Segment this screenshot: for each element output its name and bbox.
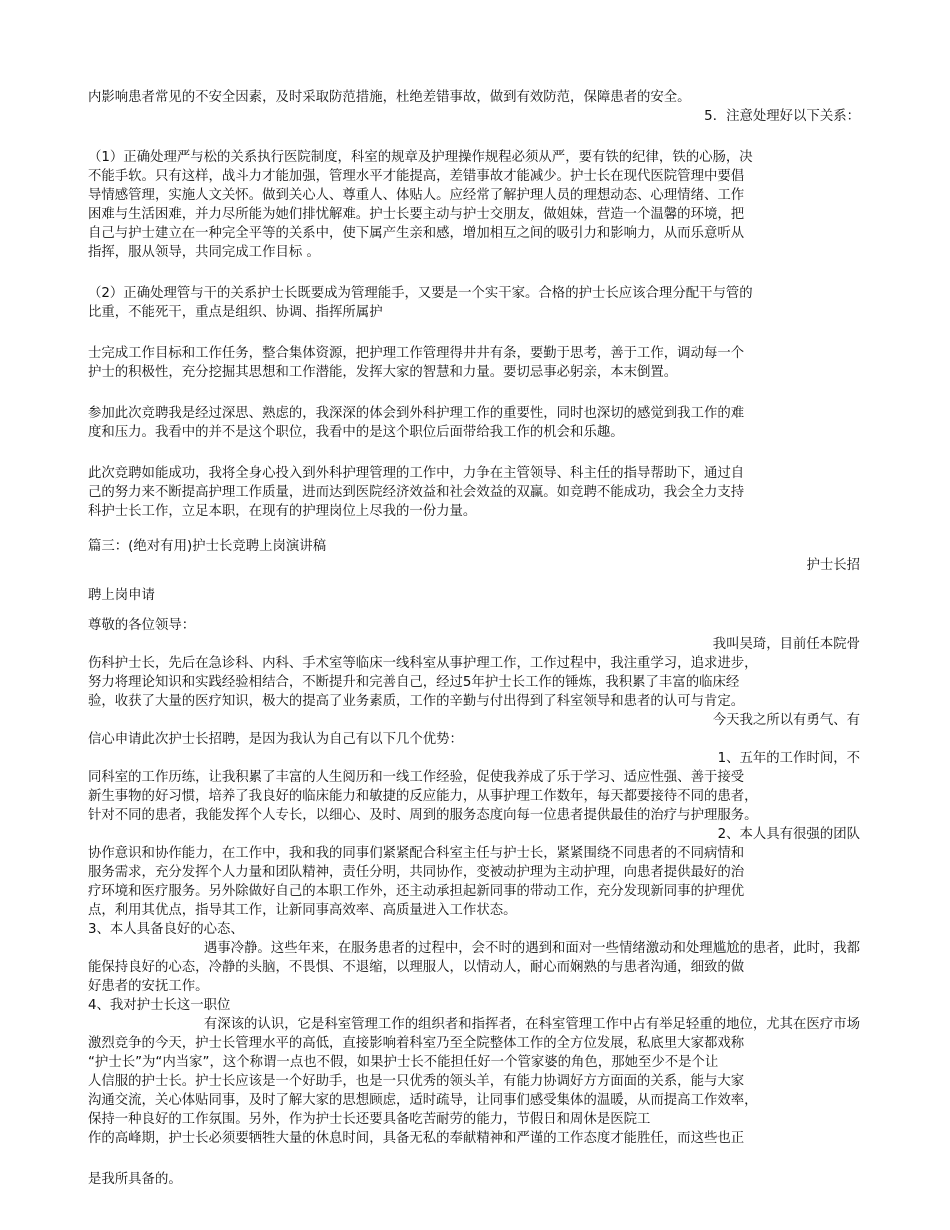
text-line: 是我所具备的。 (88, 1172, 182, 1187)
text-line: 针对不同的患者，我能发挥个人专长，以细心、及时、周到的服务态度向每一位患者提供最佳的治疗与护理服务。 (88, 808, 758, 823)
text-line: 聘上岗申请 (88, 588, 155, 603)
text-line: （2）正确处理管与干的关系护士长既要成为管理能手，又要是一个实干家。合格的护士长应该合理分配干与管的 (88, 286, 753, 301)
text-line: 疗环境和医疗服务。另外除做好自己的本职工作外，还主动承担起新同事的带动工作，充分发现新同事的护理优 (88, 884, 745, 899)
article-title: 篇三：(绝对有用)护士长竞聘上岗演讲稿 (88, 539, 327, 554)
text-line: 不能手软。只有这样，战斗力才能加强，管理水平才能提高，差错事故才能减少。护士长在现代医院管理中要倡 (88, 169, 745, 184)
text-line: 同科室的工作历练，让我积累了丰富的人生阅历和一线工作经验，促使我养成了乐于学习、适应性强、善于接受 (88, 770, 745, 785)
text-line: 服务需求，充分发挥个人力量和团队精神，责任分明，共同协作，变被动护理为主动护理，向患者提供最好的治 (88, 865, 745, 880)
text-line: 点，利用其优点，指导其工作，让新同事高效率、高质量进入工作状态。 (88, 903, 517, 918)
text-line: 沟通交流，关心体贴同事，及时了解大家的思想顾虑，适时疏导，让同事们感受集体的温暖，从而提高工作效率， (88, 1093, 758, 1108)
text-line: 协作意识和协作能力，在工作中，我和我的同事们紧紧配合科室主任与护士长，紧紧围绕不同患者的不同病情和 (88, 846, 745, 861)
text-line: 己的努力来不断提高护理工作质量，进而达到医院经济效益和社会效益的双赢。如竞聘不能成功，我会全力支持 (88, 485, 745, 500)
text-line: 信心申请此次护士长招聘，是因为我认为自己有以下几个优势： (88, 732, 463, 747)
text-line: 遇事冷静。这些年来，在服务患者的过程中，会不时的遇到和面对一些情绪激动和处理尴尬的患者，此时，我都 (203, 941, 860, 956)
text-line: 今天我之所以有勇气、有 (712, 713, 860, 728)
text-line: 好患者的安抚工作。 (88, 979, 209, 994)
text-line: 2、本人具有很强的团队 (717, 827, 860, 842)
text-line: 验，收获了大量的医疗知识，极大的提高了业务素质，工作的辛勤与付出得到了科室领导和患者的认可与肯定。 (88, 694, 745, 709)
text-line: 困难与生活困难，并力尽所能为她们排忧解难。护士长要主动与护士交朋友，做姐妹，营造一个温馨的环境，把 (88, 207, 745, 222)
text-line: 新生事物的好习惯，培养了我良好的临床能力和敏捷的反应能力，从事护理工作数年，每天都要接待不同的患者， (88, 789, 758, 804)
text-line: 3、本人具备良好的心态、 (88, 922, 244, 937)
text-line: （1）正确处理严与松的关系执行医院制度，科室的规章及护理操作规程必须从严，要有铁的纪律，铁的心肠，决 (88, 150, 753, 165)
text-line: 作的高峰期，护士长必须要牺牲大量的休息时间，具备无私的奉献精神和严谨的工作态度才能胜任，而这些也正 (88, 1131, 745, 1146)
text-line: 指挥，服从领导，共同完成工作目标 。 (88, 245, 320, 260)
text-line: 1、五年的工作时间，不 (717, 751, 860, 766)
text-line: “护士长”为“内当家”，这个称谓一点也不假，如果护士长不能担任好一个管家婆的角色，那她至少不是个让 (88, 1055, 719, 1070)
text-line: 护士的积极性，充分挖掘其思想和工作潜能，发挥大家的智慧和力量。要切忌事必躬亲，本末倒置。 (88, 365, 678, 380)
text-line: 内影响患者常见的不安全因素，及时采取防范措施，杜绝差错事故，做到有效防范，保障患者的安全。 (88, 90, 691, 105)
text-line: 护士长招 (806, 558, 860, 573)
section-heading: 5．注意处理好以下关系： (704, 109, 860, 124)
text-line: 参加此次竞聘我是经过深思、熟虑的，我深深的体会到外科护理工作的重要性，同时也深切的感觉到我工作的难 (88, 406, 745, 421)
text-line: 度和压力。我看中的并不是这个职位，我看中的是这个职位后面带给我工作的机会和乐趣。 (88, 425, 624, 440)
text-line: 保持一种良好的工作氛围。另外，作为护士长还要具备吃苦耐劳的能力，节假日和周休是医院工 (88, 1112, 651, 1127)
text-line: 导情感管理，实施人文关怀。做到关心人、尊重人、体贴人。应经常了解护理人员的理想动态、心理情绪、工作 (88, 188, 745, 203)
text-line: 科护士长工作，立足本职，在现有的护理岗位上尽我的一份力量。 (88, 504, 477, 519)
document-page (88, 88, 860, 1189)
text-line: 有深该的认识，它是科室管理工作的组织者和指挥者，在科室管理工作中占有举足轻重的地位，尤其在医疗市场 (203, 1017, 860, 1032)
text-line: 自己与护士建立在一种完全平等的关系中，使下属产生亲和感，增加相互之间的吸引力和影响力，从而乐意听从 (88, 226, 745, 241)
text-line: 此次竞聘如能成功，我将全身心投入到外科护理管理的工作中，力争在主管领导、科主任的指导帮助下，通过自 (88, 466, 745, 481)
text-line: 比重，不能死干，重点是组织、协调、指挥所属护 (88, 305, 383, 320)
text-line: 4、我对护士长这一职位 (88, 998, 231, 1013)
text-line: 我叫吴琦，目前任本院骨 (712, 637, 860, 652)
text-line: 激烈竞争的今天，护士长管理水平的高低，直接影响着科室乃至全院整体工作的全方位发展，私底里大家都戏称 (88, 1036, 745, 1051)
text-line: 伤科护士长，先后在急诊科、内科、手术室等临床一线科室从事护理工作，工作过程中，我注重学习，追求进步， (88, 656, 758, 671)
text-line: 能保持良好的心态，冷静的头脑，不畏惧、不退缩，以理服人，以情动人，耐心而娴熟的与患者沟通，细致的做 (88, 960, 745, 975)
text-line: 士完成工作目标和工作任务，整合集体资源，把护理工作管理得井井有条，要勤于思考，善于工作，调动每一个 (88, 346, 745, 361)
text-line: 人信服的护士长。护士长应该是一个好助手，也是一只优秀的领头羊，有能力协调好方方面面的关系，能与大家 (88, 1074, 745, 1089)
salutation: 尊敬的各位领导： (88, 618, 196, 633)
text-line: 努力将理论知识和实践经验相结合，不断提升和完善自己，经过5年护士长工作的锤炼，我积累了丰富的临床经 (88, 675, 740, 690)
